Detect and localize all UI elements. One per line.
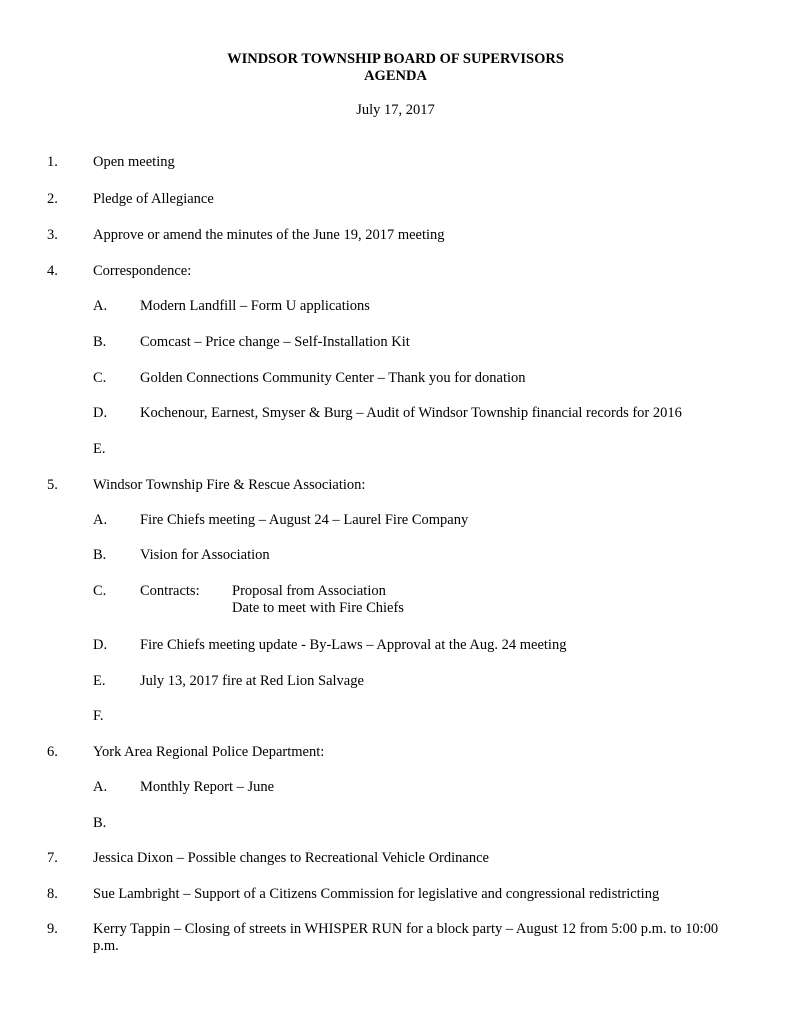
item-text: Pledge of Allegiance bbox=[93, 191, 214, 207]
item-number: 7. bbox=[47, 850, 58, 866]
subitem-letter: B. bbox=[93, 547, 107, 563]
contracts-detail: Date to meet with Fire Chiefs bbox=[232, 600, 404, 616]
item-number: 9. bbox=[47, 921, 58, 937]
item-text: Approve or amend the minutes of the June 19, 2017 meeting bbox=[93, 227, 445, 243]
item-number: 3. bbox=[47, 227, 58, 243]
subitem-text: Monthly Report – June bbox=[140, 779, 275, 795]
subitem-text: Comcast – Price change – Self-Installation Kit bbox=[140, 334, 410, 350]
subitem-letter: D. bbox=[93, 637, 108, 653]
item-text: Open meeting bbox=[93, 154, 175, 170]
item-number: 5. bbox=[47, 477, 58, 493]
subitem-text: Fire Chiefs meeting update - By-Laws – Approval at the Aug. 24 meeting bbox=[140, 637, 567, 653]
subitem-letter: E. bbox=[93, 673, 106, 689]
subitem-text: Kochenour, Earnest, Smyser & Burg – Audit of Windsor Township financial records for 2016 bbox=[140, 405, 682, 421]
item-number: 8. bbox=[47, 886, 58, 902]
subitem-text: Contracts: bbox=[140, 583, 200, 599]
subitem-text: Fire Chiefs meeting – August 24 – Laurel Fire Company bbox=[140, 512, 469, 528]
contracts-detail: Proposal from Association bbox=[232, 583, 386, 599]
item-text: Jessica Dixon – Possible changes to Recreational Vehicle Ordinance bbox=[93, 850, 489, 866]
item-text: Windsor Township Fire & Rescue Association: bbox=[93, 477, 366, 493]
subitem-letter: B. bbox=[93, 815, 107, 831]
subitem-letter: A. bbox=[93, 512, 108, 528]
subitem-letter: E. bbox=[93, 441, 106, 457]
item-number: 4. bbox=[47, 263, 58, 279]
item-number: 1. bbox=[47, 154, 58, 170]
subitem-letter: C. bbox=[93, 370, 107, 386]
agenda-date: July 17, 2017 bbox=[356, 102, 435, 118]
item-text: Sue Lambright – Support of a Citizens Commission for legislative and congressional redistricting bbox=[93, 886, 660, 902]
subitem-letter: A. bbox=[93, 779, 108, 795]
subitem-text: Vision for Association bbox=[140, 547, 270, 563]
subitem-letter: D. bbox=[93, 405, 108, 421]
subitem-letter: C. bbox=[93, 583, 107, 599]
subitem-text: July 13, 2017 fire at Red Lion Salvage bbox=[140, 673, 364, 689]
item-text: York Area Regional Police Department: bbox=[93, 744, 325, 760]
subitem-text: Modern Landfill – Form U applications bbox=[140, 298, 370, 314]
subitem-letter: F. bbox=[93, 708, 104, 724]
item-number: 2. bbox=[47, 191, 58, 207]
agenda-title-line2: AGENDA bbox=[364, 68, 427, 84]
subitem-text: Golden Connections Community Center – Thank you for donation bbox=[140, 370, 526, 386]
item-number: 6. bbox=[47, 744, 58, 760]
subitem-letter: A. bbox=[93, 298, 108, 314]
item-text: Kerry Tappin – Closing of streets in WHISPER RUN for a block party – August 12 from 5:00 p.m. to 10:00 p.m. bbox=[93, 921, 719, 954]
agenda-title-line1: WINDSOR TOWNSHIP BOARD OF SUPERVISORS bbox=[227, 51, 564, 67]
item-text: Correspondence: bbox=[93, 263, 192, 279]
subitem-letter: B. bbox=[93, 334, 107, 350]
